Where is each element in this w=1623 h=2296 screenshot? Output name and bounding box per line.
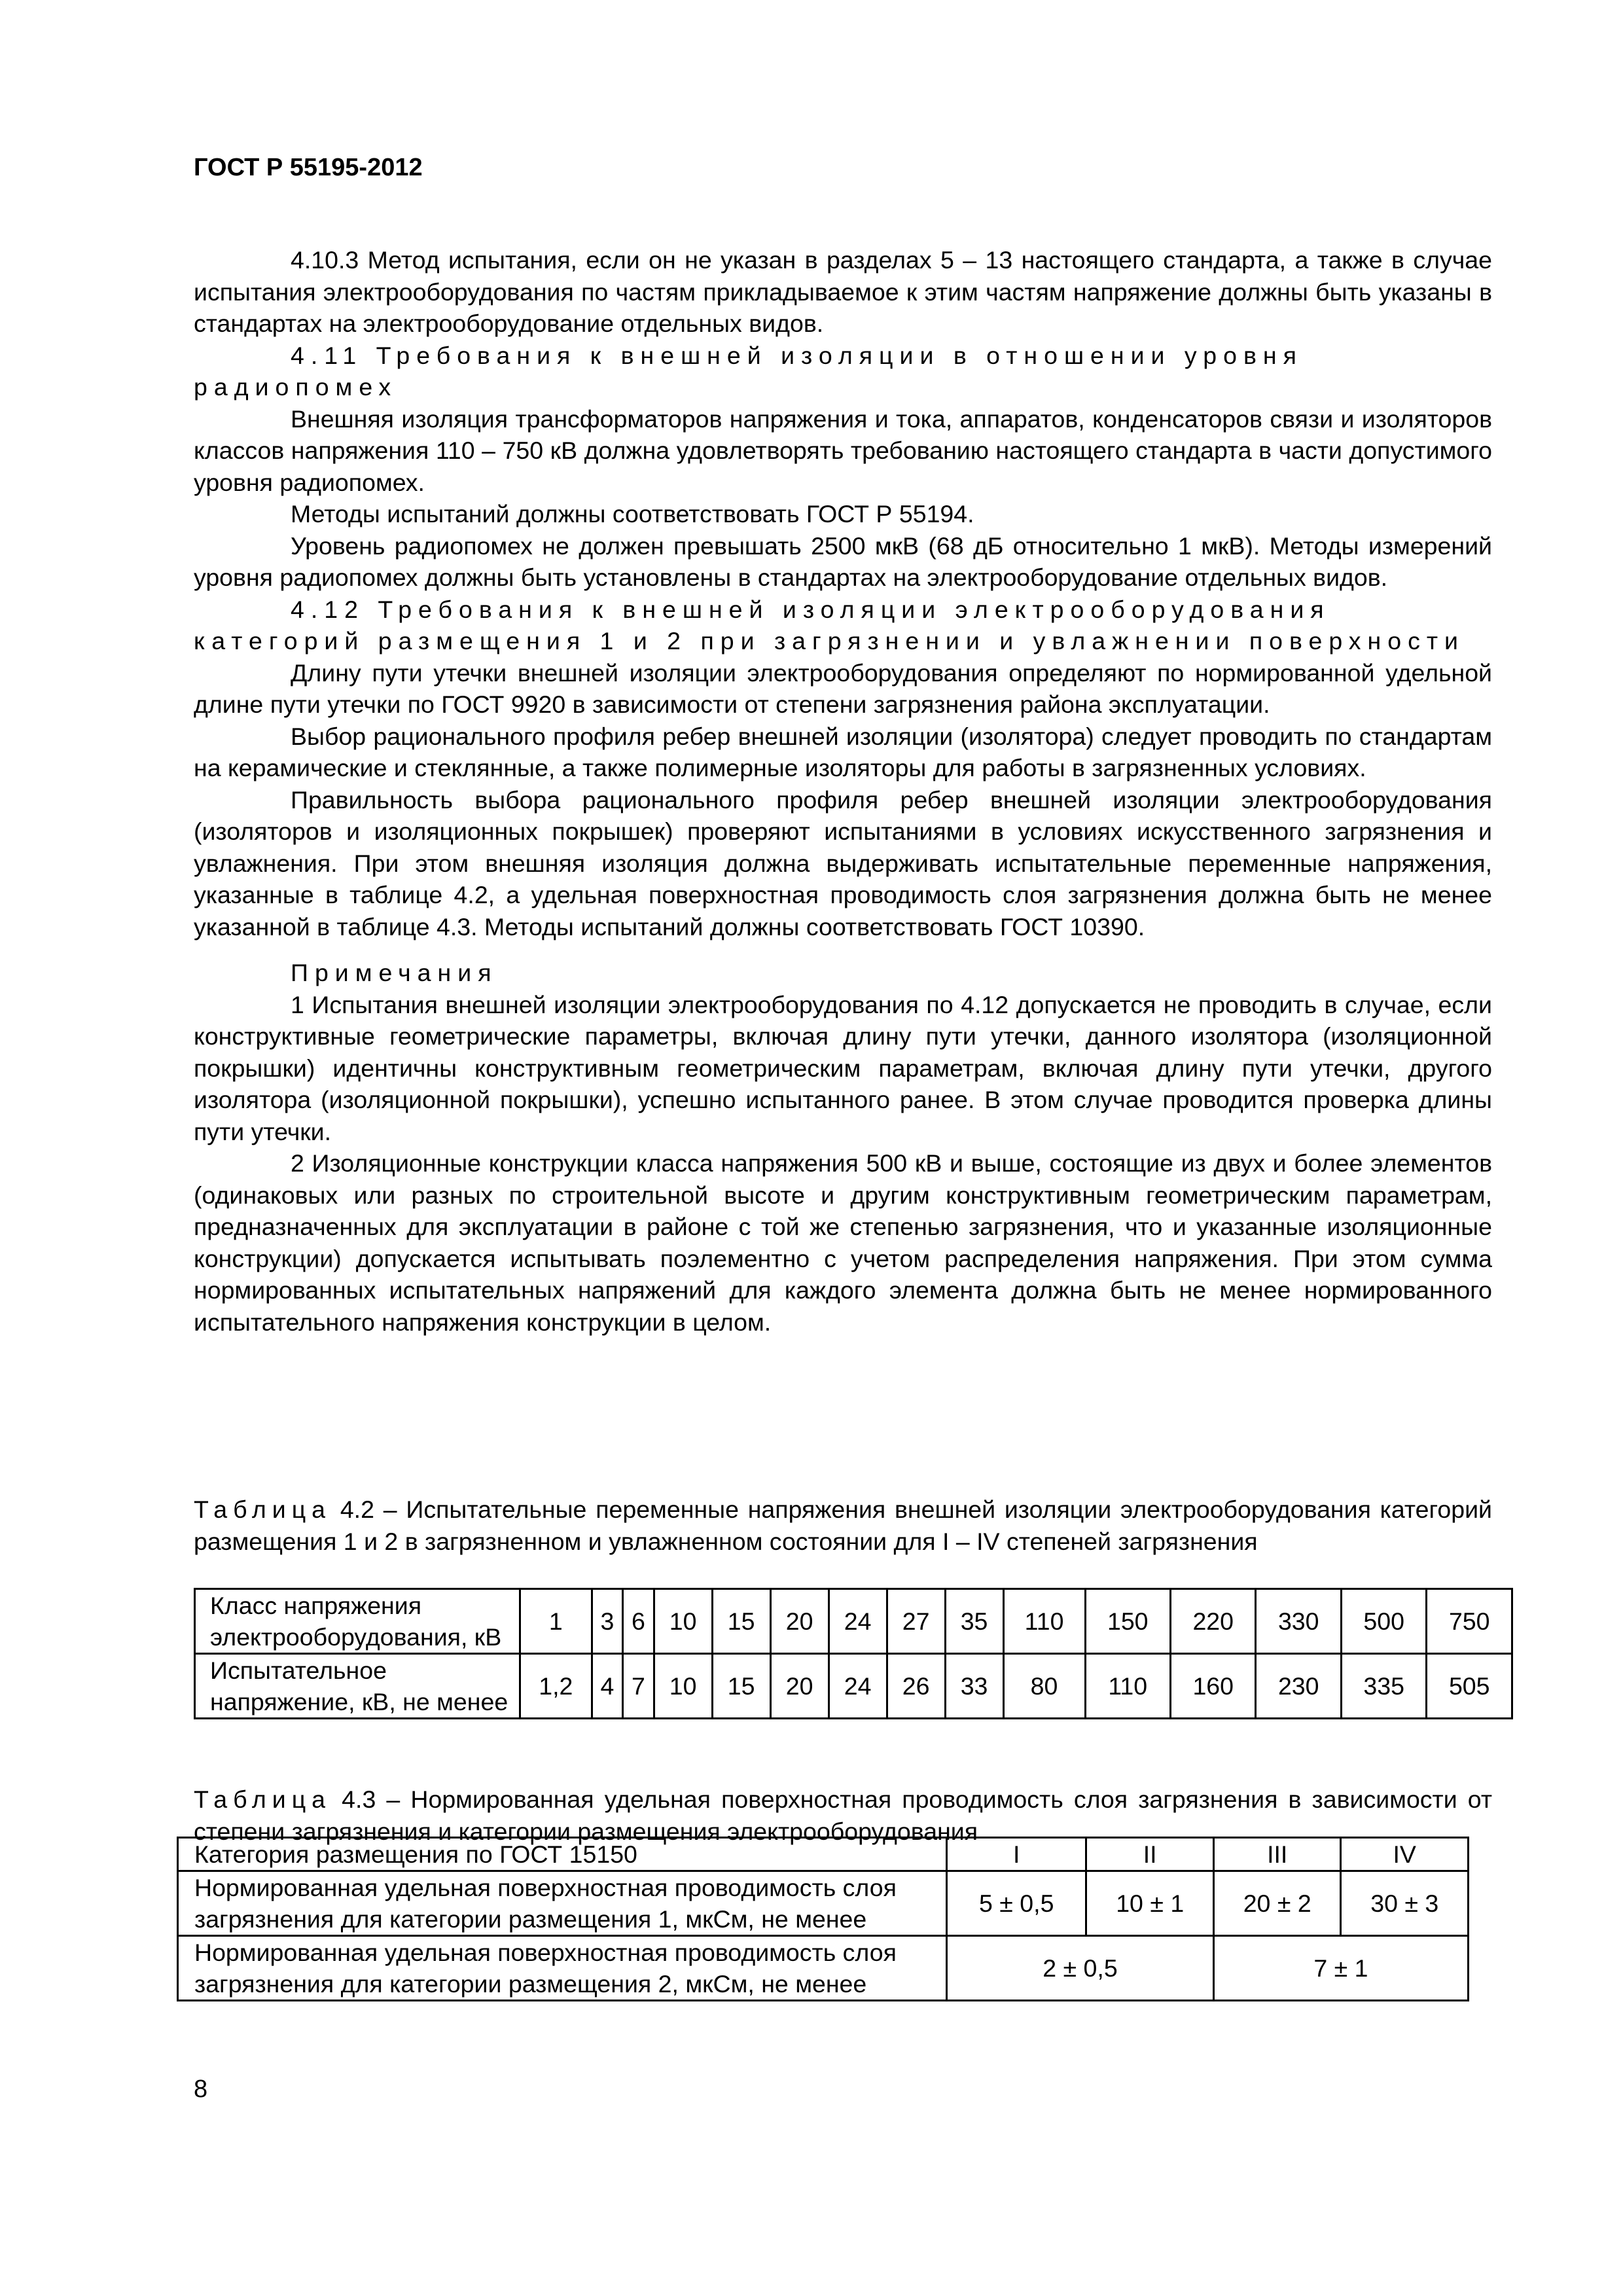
paragraph: Внешняя изоляция трансформаторов напряжения и тока, аппаратов, конденсаторов связи и изоляторов классов напряжения 110 – 750 кВ должна удовлетворять требованию настоящего стандарта в части допустимого уровня радиопомех.: [194, 404, 1492, 496]
table-cell: 10: [654, 1654, 712, 1719]
table-cell: 150: [1085, 1589, 1170, 1654]
table-row: [195, 1589, 1512, 1654]
notes-title-text: Примечания: [291, 959, 498, 986]
table-caption-text: 4.2 – Испытательные переменные напряжения внешней изоляции электрооборудования категорий размещения 1 и 2 в загрязненном и увлажненном состоянии для I – IV степеней загрязнения: [194, 1496, 1492, 1555]
test-voltage-table: [194, 1588, 1513, 1719]
table-cell: 24: [829, 1654, 887, 1719]
row-header: Испытательное напряжение, кВ, не менее: [195, 1654, 520, 1719]
conductivity-table: [177, 1837, 1469, 2001]
paragraph: Выбор рационального профиля ребер внешней изоляции (изолятора) следует проводить по стандартам на керамические и стеклянные, а также полимерные изоляторы для работы в загрязненных условиях.: [194, 722, 1492, 781]
table-cell: 220: [1171, 1589, 1256, 1654]
table-cell: 160: [1171, 1654, 1256, 1719]
table-cell: 20 ± 2: [1213, 1871, 1341, 1936]
table-header-row: [178, 1838, 1469, 1871]
table-cell: 20: [770, 1589, 829, 1654]
table-cell: 750: [1427, 1589, 1512, 1654]
table-row: [178, 1936, 1469, 2001]
table-caption-label: Таблица: [194, 1785, 332, 1813]
table-cell: 5 ± 0,5: [947, 1871, 1086, 1936]
paragraph: 4.10.3 Метод испытания, если он не указан в разделах 5 – 13 настоящего стандарта, а также в случае испытания электрооборудования по частям прикладываемое к этим частям напряжение должны быть указаны в стандартах на электрооборудование отдельных видов.: [194, 246, 1492, 337]
notes-title: [194, 957, 1492, 989]
paragraph: Уровень радиопомех не должен превышать 2500 мкВ (68 дБ относительно 1 мкВ). Методы измерений уровня радиопомех должны быть установлены в стандартах на электрооборудование отдельных видов.: [194, 531, 1492, 591]
row-header: Класс напряжения электрооборудования, кВ: [195, 1589, 520, 1654]
table-cell: 505: [1427, 1654, 1512, 1719]
note: 1 Испытания внешней изоляции электрооборудования по 4.12 допускается не проводить в случае, если конструктивные геометрические параметры, включая длину пути утечки, данного изолятора (изоляционной покрышки) идентичны конструктивным геометрическим параметрам, включая длину пути утечки, другого изолятора (изоляционной покрышки), успешно испытанного ранее. В этом случае проводится проверка длины пути утечки.: [194, 990, 1492, 1145]
table-caption-text: 4.3 – Нормированная удельная поверхностная проводимость слоя загрязнения в зависимости от степени загрязнения и категории размещения электрооборудования: [194, 1785, 1492, 1845]
document-header: ГОСТ Р 55195-2012: [194, 154, 423, 181]
table-cell: 3: [592, 1589, 622, 1654]
table-cell: 26: [887, 1654, 945, 1719]
table-row: [178, 1871, 1469, 1936]
table-cell: 15: [712, 1654, 770, 1719]
table-cell: 35: [945, 1589, 1003, 1654]
table-row: [195, 1654, 1512, 1719]
column-header: IV: [1341, 1838, 1469, 1871]
row-header: Нормированная удельная поверхностная проводимость слоя загрязнения для категории размещения 1, мкСм, не менее: [178, 1871, 947, 1936]
section-heading: 4.11 Требования к внешней изоляции в отношении уровня радиопомех: [194, 341, 1303, 401]
note: 2 Изоляционные конструкции класса напряжения 500 кВ и выше, состоящие из двух и более элементов (одинаковых или разных по строительной высоте и другим конструктивным геометрическим параметрам, предназначенных для эксплуатации в районе с той же степенью загрязнения, что и указанные изоляционные конструкции) допускается испытывать поэлементно с учетом распределения напряжения. При этом сумма нормированных испытательных напряжений для каждого элемента должна быть не менее нормированного испытательного напряжения конструкции в целом.: [194, 1149, 1492, 1336]
table-cell: 330: [1256, 1589, 1341, 1654]
table-cell: 10: [654, 1589, 712, 1654]
paragraph: Правильность выбора рационального профиля ребер внешней изоляции электрооборудования (изоляторов и изоляционных покрышек) проверяют испытаниями в условиях искусственного загрязнения и увлажнения. При этом внешняя изоляция должна выдерживать испытательные переменные напряжения, указанные в таблице 4.2, а удельная поверхностная проводимость слоя загрязнения должна быть не менее указанной в таблице 4.3. Методы испытаний должны соответствовать ГОСТ 10390.: [194, 785, 1492, 941]
table-cell: 230: [1256, 1654, 1341, 1719]
page-number: 8: [194, 2075, 208, 2103]
table-cell: 20: [770, 1654, 829, 1719]
table-cell: 27: [887, 1589, 945, 1654]
table-cell: 80: [1003, 1654, 1085, 1719]
table-cell: 335: [1341, 1654, 1426, 1719]
body-text: [194, 244, 1492, 1338]
table-cell: 2 ± 0,5: [947, 1936, 1214, 2001]
table-caption-label: Таблица: [194, 1496, 332, 1523]
column-header: I: [947, 1838, 1086, 1871]
table-cell: 24: [829, 1589, 887, 1654]
section-heading: 4.12 Требования к внешней изоляции электрооборудования категорий размещения 1 и 2 при загрязнении и увлажнении поверхности: [194, 595, 1465, 655]
table-cell: 30 ± 3: [1341, 1871, 1469, 1936]
table-cell: 6: [623, 1589, 654, 1654]
table-cell: 110: [1085, 1654, 1170, 1719]
paragraph: Методы испытаний должны соответствовать ГОСТ Р 55194.: [291, 500, 974, 528]
table-cell: 7 ± 1: [1213, 1936, 1468, 2001]
column-header: II: [1086, 1838, 1214, 1871]
table-cell: 10 ± 1: [1086, 1871, 1214, 1936]
table-cell: 1: [520, 1589, 592, 1654]
table-cell: 7: [623, 1654, 654, 1719]
table-cell: 15: [712, 1589, 770, 1654]
column-header: III: [1213, 1838, 1341, 1871]
table-cell: 4: [592, 1654, 622, 1719]
table-cell: 110: [1003, 1589, 1085, 1654]
paragraph: Длину пути утечки внешней изоляции электрооборудования определяют по нормированной удельной длине пути утечки по ГОСТ 9920 в зависимости от степени загрязнения района эксплуатации.: [194, 658, 1492, 718]
table-cell: 1,2: [520, 1654, 592, 1719]
table-caption: [194, 1494, 1492, 1557]
row-header: Нормированная удельная поверхностная проводимость слоя загрязнения для категории размещения 2, мкСм, не менее: [178, 1936, 947, 2001]
table-cell: 500: [1341, 1589, 1426, 1654]
table-cell: 33: [945, 1654, 1003, 1719]
column-header: Категория размещения по ГОСТ 15150: [178, 1838, 947, 1871]
